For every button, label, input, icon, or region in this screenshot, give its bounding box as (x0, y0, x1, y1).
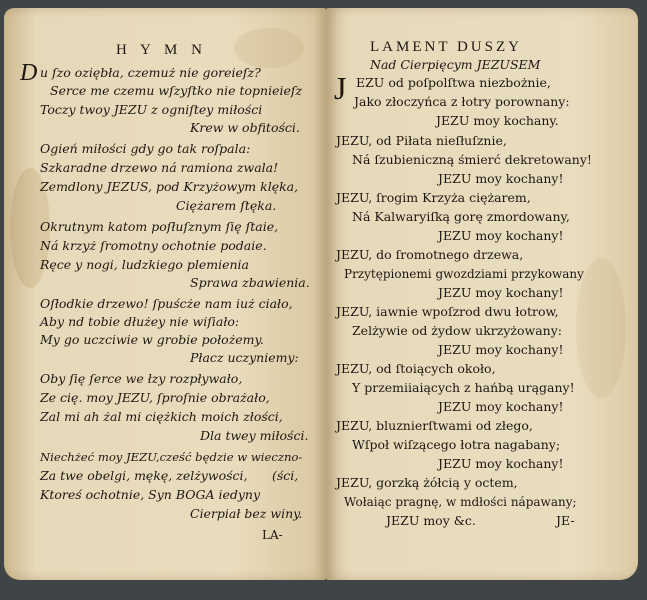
hymn-line: Cierpiał bez winy. (190, 506, 303, 521)
hymn-line: Krew w obfitości. (190, 120, 300, 135)
hymn-line: Ktoreś ochotnie, Syn BOGA iedyny (40, 487, 261, 502)
lament-line: JEZU, gorzką żółcią y octem, (336, 475, 518, 490)
lament-line: JEZU, iawnie wpoſzrod dwu łotrow, (336, 304, 559, 319)
hymn-line: Toczy twoy JEZU z ogniſtey miłości (40, 102, 263, 117)
lament-line: JEZU moy &c. (386, 513, 476, 528)
hymn-line: Oſłodkie drzewo! ſpuścże nam iuż ciało, (40, 296, 293, 311)
lament-line: JEZU, od ſtoiących około, (336, 361, 496, 376)
lament-line: Wołaiąc pragnę, w mdłości nápawany; (344, 495, 577, 509)
hymn-line: Zal mi ah żal mi ciężkich moich złości, (40, 409, 283, 424)
lament-line: Ná ſzubieniczną śmierć dekretowany! (352, 152, 592, 167)
lament-line: Y przemiiaiących z hańbą urągany! (352, 380, 575, 395)
hymn-line: Okrutnym katom poſłuſznym ſię ſtaie, (40, 219, 279, 234)
hymn-line: Aby nd tobie dłużey nie wiſiało: (40, 314, 240, 329)
lament-line: EZU od poſpolſtwa niezbożnie, (356, 75, 551, 90)
lament-line: Ná Kalwaryiſką gorę zmordowany, (352, 209, 570, 224)
hymn-line: Zemdlony JEZUS, pod Krzyżowym klęka, (40, 179, 299, 194)
lament-line: JEZU, do ſromotnego drzewa, (336, 247, 524, 262)
hymn-line: Ze cię. moy JEZU, ſproſnie obrażało, (40, 390, 270, 405)
lament-line: JEZU, od Piłata nieſłuſznie, (336, 133, 507, 148)
hymn-line: Płacz uczyniemy: (190, 350, 299, 365)
catchword: JE- (556, 513, 575, 528)
lament-line: JEZU moy kochany! (438, 342, 564, 357)
right-page (326, 8, 638, 580)
left-page (4, 8, 326, 580)
open-book (4, 8, 638, 580)
lament-line: JEZU, bluznierſtwami od złego, (336, 418, 533, 433)
lament-title: LAMENT DUSZY (370, 39, 522, 55)
catchword: LA- (262, 528, 283, 542)
hymn-line: Za twe obelgi, mękę, zelżywości, (40, 468, 248, 483)
lament-line: JEZU moy kochany! (438, 285, 564, 300)
hymn-line: Oby ſię ſerce we łzy rozpływało, (40, 371, 243, 386)
hymn-line: Serce me czemu wſzyſtko nie topnieieſz (50, 83, 303, 98)
lament-subtitle: Nad Cierpięcym JEZUSEM (370, 57, 541, 72)
hymn-line: Niechżeć moy JEZU,cześć będzie w wieczno- (40, 450, 303, 464)
hymn-line: Ciężarem ſtęka. (176, 198, 277, 213)
lament-line: JEZU moy kochany! (438, 399, 564, 414)
lament-line: Zelżywie od żydow ukrzyżowany: (352, 323, 562, 338)
hymn-title: H Y M N (116, 42, 207, 58)
lament-initial: J (334, 70, 347, 106)
hymn-line: (ści, (272, 468, 299, 483)
hymn-line: Szkaradne drzewo ná ramiona zwala! (40, 160, 279, 175)
hymn-line: Sprawa zbawienia. (190, 275, 310, 290)
hymn-line: u ſzo oziębła, czemuż nie goreieſz? (40, 65, 261, 80)
hymn-line: Ręce y nogi, ludzkiego plemienia (40, 257, 249, 272)
lament-line: JEZU moy kochany! (438, 228, 564, 243)
hymn-line: Ná krzyż ſromotny ochotnie podaie. (40, 238, 267, 253)
lament-line: JEZU, ſrogim Krzyża ciężarem, (336, 190, 531, 205)
lament-line: Jako złoczyńca z łotry porownany: (354, 94, 570, 109)
hymn-line: Dla twey miłości. (200, 428, 309, 443)
lament-line: JEZU moy kochany. (436, 113, 559, 128)
lament-line: JEZU moy kochany! (438, 456, 564, 471)
lament-line: Przytępionemi gwozdziami przykowany (344, 267, 584, 281)
hymn-line: My go uczciwie w grobie położemy. (40, 332, 264, 347)
hymn-initial: D (20, 60, 38, 86)
lament-line: JEZU moy kochany! (438, 171, 564, 186)
lament-line: Wſpoł wiſzącego łotra nagabany; (352, 437, 561, 452)
hymn-line: Ogień miłości gdy go tak roſpala: (40, 141, 251, 156)
